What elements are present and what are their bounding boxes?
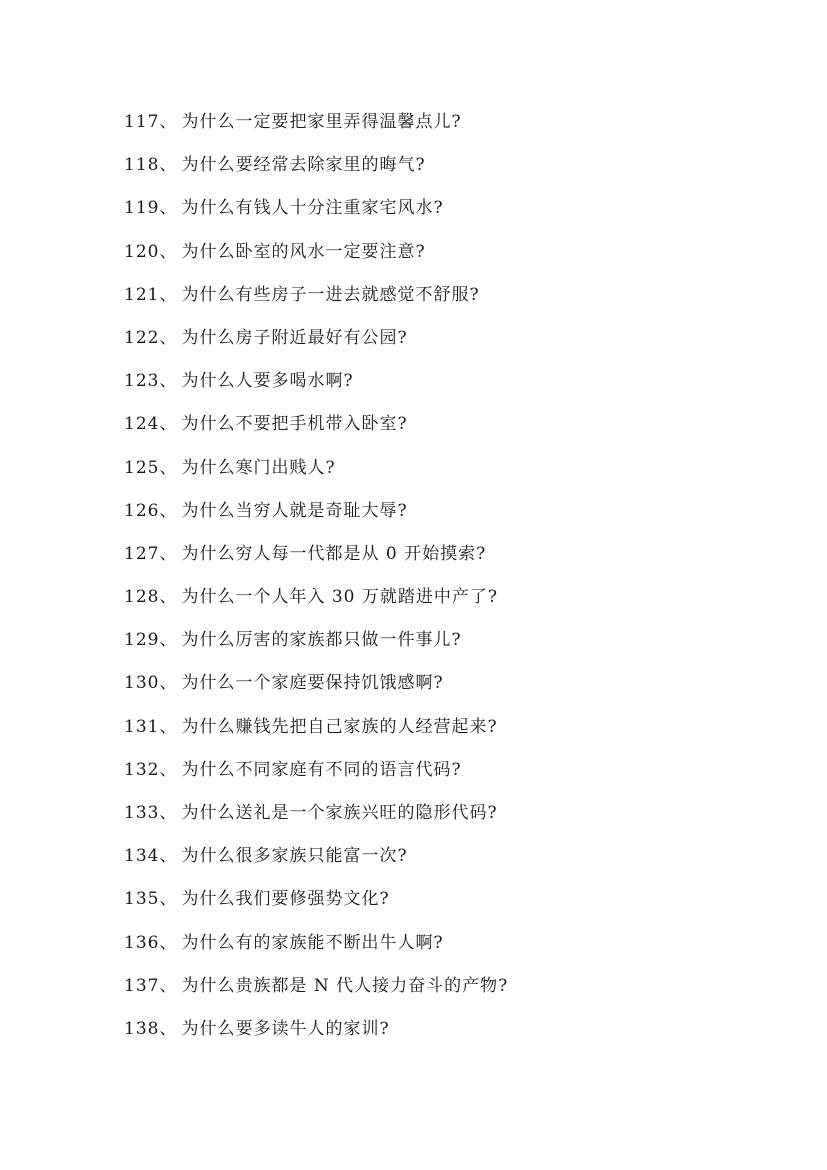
list-item (124, 929, 508, 972)
question-text: 为什么一个家庭要保持饥饿感啊? (181, 673, 444, 694)
list-item (124, 756, 508, 799)
question-text: 为什么房子附近最好有公园? (181, 327, 408, 348)
list-item (124, 497, 508, 540)
list-item (124, 972, 508, 1015)
question-number: 135、 (124, 889, 178, 910)
question-number: 132、 (124, 759, 178, 780)
list-item (124, 885, 508, 928)
list-item (124, 583, 508, 626)
question-text: 为什么要多读牛人的家训? (181, 1018, 390, 1039)
question-number: 124、 (124, 414, 178, 435)
list-item (124, 151, 508, 194)
question-number: 136、 (124, 932, 178, 953)
question-number: 133、 (124, 803, 178, 823)
question-number: 131、 (124, 716, 178, 737)
question-text: 为什么一定要把家里弄得温馨点儿? (181, 112, 462, 132)
list-item (124, 238, 508, 281)
question-text: 为什么有些房子一进去就感觉不舒服? (181, 284, 480, 305)
list-item (124, 454, 508, 497)
question-number: 122、 (124, 327, 178, 348)
list-item (124, 669, 508, 712)
question-text: 为什么不要把手机带入卧室? (181, 414, 408, 435)
question-number: 120、 (124, 241, 178, 262)
question-number: 129、 (124, 630, 178, 651)
question-number: 118、 (124, 155, 178, 176)
question-number: 117、 (124, 112, 178, 132)
list-item (124, 108, 508, 151)
question-text: 为什么寒门出贱人? (181, 457, 336, 478)
question-number: 137、 (124, 975, 178, 996)
question-list (124, 108, 508, 1058)
question-text: 为什么厉害的家族都只做一件事儿? (181, 630, 462, 651)
question-number: 121、 (124, 284, 178, 305)
question-number: 127、 (124, 543, 178, 564)
list-item (124, 1015, 508, 1058)
question-number: 119、 (124, 198, 178, 219)
list-item (124, 799, 508, 842)
question-text: 为什么穷人每一代都是从 0 开始摸索? (181, 543, 487, 564)
question-text: 为什么不同家庭有不同的语言代码? (181, 759, 462, 780)
question-text: 为什么赚钱先把自己家族的人经营起来? (181, 716, 498, 737)
list-item (124, 281, 508, 324)
list-item (124, 194, 508, 237)
list-item (124, 842, 508, 885)
list-item (124, 540, 508, 583)
question-number: 123、 (124, 371, 178, 392)
question-number: 134、 (124, 846, 178, 867)
question-text: 为什么很多家族只能富一次? (181, 846, 408, 867)
question-text: 为什么有钱人十分注重家宅风水? (181, 198, 444, 219)
list-item (124, 626, 508, 669)
question-number: 128、 (124, 587, 178, 608)
question-text: 为什么我们要修强势文化? (181, 889, 390, 910)
question-text: 为什么人要多喝水啊? (181, 371, 354, 392)
question-text: 为什么当穷人就是奇耻大辱? (181, 500, 408, 521)
question-number: 125、 (124, 457, 178, 478)
question-number: 138、 (124, 1018, 178, 1039)
list-item (124, 410, 508, 453)
question-number: 126、 (124, 500, 178, 521)
question-number: 130、 (124, 673, 178, 694)
list-item (124, 324, 508, 367)
question-text: 为什么一个人年入 30 万就踏进中产了? (181, 587, 499, 608)
question-text: 为什么有的家族能不断出牛人啊? (181, 932, 444, 953)
question-text: 为什么送礼是一个家族兴旺的隐形代码? (181, 803, 498, 823)
list-item (124, 367, 508, 410)
question-text: 为什么卧室的风水一定要注意? (181, 241, 426, 262)
list-item (124, 713, 508, 756)
question-text: 为什么贵族都是 N 代人接力奋斗的产物? (181, 975, 509, 996)
question-text: 为什么要经常去除家里的晦气? (181, 155, 426, 176)
